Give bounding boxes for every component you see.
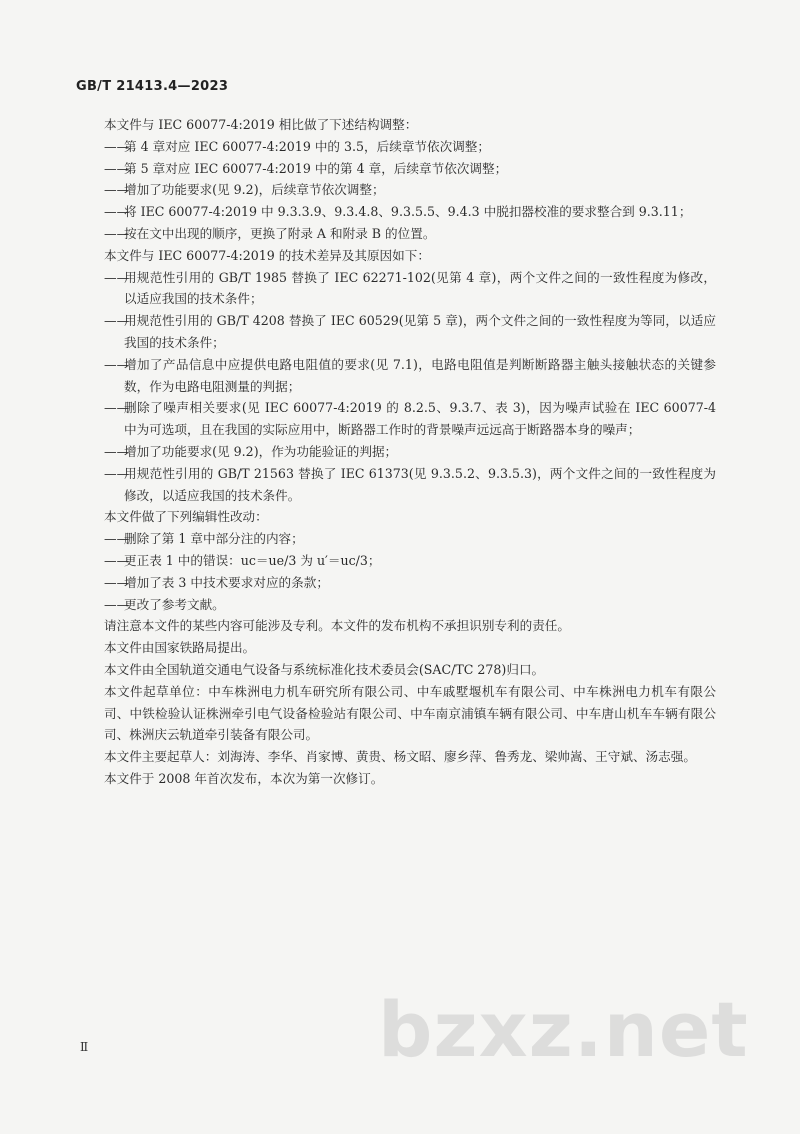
list-item: —— 第 5 章对应 IEC 60077-4:2019 中的第 4 章，后续章节依次调整；	[104, 160, 508, 176]
foreword-body	[84, 114, 716, 790]
list-item: —— 增加了功能要求(见 9.2)，后续章节依次调整；	[104, 182, 385, 198]
list-item: —— 按在文中出现的顺序，更换了附录 A 和附录 B 的位置。	[104, 225, 436, 241]
list-item: —— 第 4 章对应 IEC 60077-4:2019 中的 3.5，后续章节依次调整；	[104, 138, 490, 154]
paragraph-committee: 本文件由全国轨道交通电气设备与系统标准化技术委员会(SAC/TC 278)归口。	[104, 661, 545, 677]
paragraph-proposer: 本文件由国家铁路局提出。	[104, 640, 256, 656]
paragraph-patent-notice: 请注意本文件的某些内容可能涉及专利。本文件的发布机构不承担识别专利的责任。	[104, 618, 570, 634]
list-item: —— 增加了功能要求(见 9.2)，作为功能验证的判据；	[104, 443, 398, 459]
list-item: —— 用规范性引用的 GB/T 21563 替换了 IEC 61373(见 9.3.5.2、9.3.5.3)，两个文件之间的一致性程度为修改，以适应我国的技术条件。	[104, 465, 716, 503]
paragraph-editorial-intro: 本文件做了下列编辑性改动：	[104, 509, 268, 525]
list-item: —— 将 IEC 60077-4:2019 中 9.3.3.9、9.3.4.8、9.3.5.5、9.4.3 中脱扣器校准的要求整合到 9.3.11；	[104, 204, 692, 220]
list-item: —— 删除了噪声相关要求(见 IEC 60077-4:2019 的 8.2.5、9.3.7、表 3)，因为噪声试验在 IEC 60077-4 中为可选项，且在我国的实际应用中，断路器工作时的背景噪声远远高于断路器本身的噪声；	[104, 400, 716, 438]
list-item: —— 用规范性引用的 GB/T 1985 替换了 IEC 62271-102(见第 4 章)，两个文件之间的一致性程度为修改，以适应我国的技术条件；	[104, 269, 716, 307]
list-item: —— 更改了参考文献。	[104, 596, 225, 612]
paragraph-technical-intro: 本文件与 IEC 60077-4:2019 的技术差异及其原因如下：	[104, 247, 430, 263]
paragraph-drafting-units: 本文件起草单位：中车株洲电力机车研究所有限公司、中车戚墅堰机车有限公司、中车株洲电力机车有限公司、中铁检验认证株洲牵引电气设备检验站有限公司、中车南京浦镇车辆有限公司、中车唐山机车车辆有限公司、株洲庆云轨道牵引装备有限公司。	[104, 683, 716, 743]
list-item: —— 增加了产品信息中应提供电路电阻值的要求(见 7.1)，电路电阻值是判断断路器主触头接触状态的关键参数，作为电路电阻测量的判据；	[104, 356, 716, 394]
list-item: —— 用规范性引用的 GB/T 4208 替换了 IEC 60529(见第 5 章)，两个文件之间的一致性程度为等同，以适应我国的技术条件；	[104, 313, 716, 350]
page-number: Ⅱ	[80, 1040, 89, 1054]
paragraph-history: 本文件于 2008 年首次发布，本次为第一次修订。	[104, 770, 384, 786]
paragraph-drafters: 本文件主要起草人：刘海涛、李华、肖家博、黄贵、杨文昭、廖乡萍、鲁秀龙、梁帅嵩、王守斌、汤志强。	[104, 749, 696, 765]
list-item: —— 删除了第 1 章中部分注的内容；	[104, 531, 304, 547]
watermark: bzxz.net	[378, 985, 749, 1074]
list-item: —— 增加了表 3 中技术要求对应的条款；	[104, 574, 329, 590]
list-item: —— 更正表 1 中的错误：uc＝ue/3 为 u′＝uc/3；	[104, 552, 381, 568]
standard-code: GB/T 21413.4—2023	[76, 79, 229, 94]
paragraph-structure-intro: 本文件与 IEC 60077-4:2019 相比做了下述结构调整：	[104, 117, 418, 132]
